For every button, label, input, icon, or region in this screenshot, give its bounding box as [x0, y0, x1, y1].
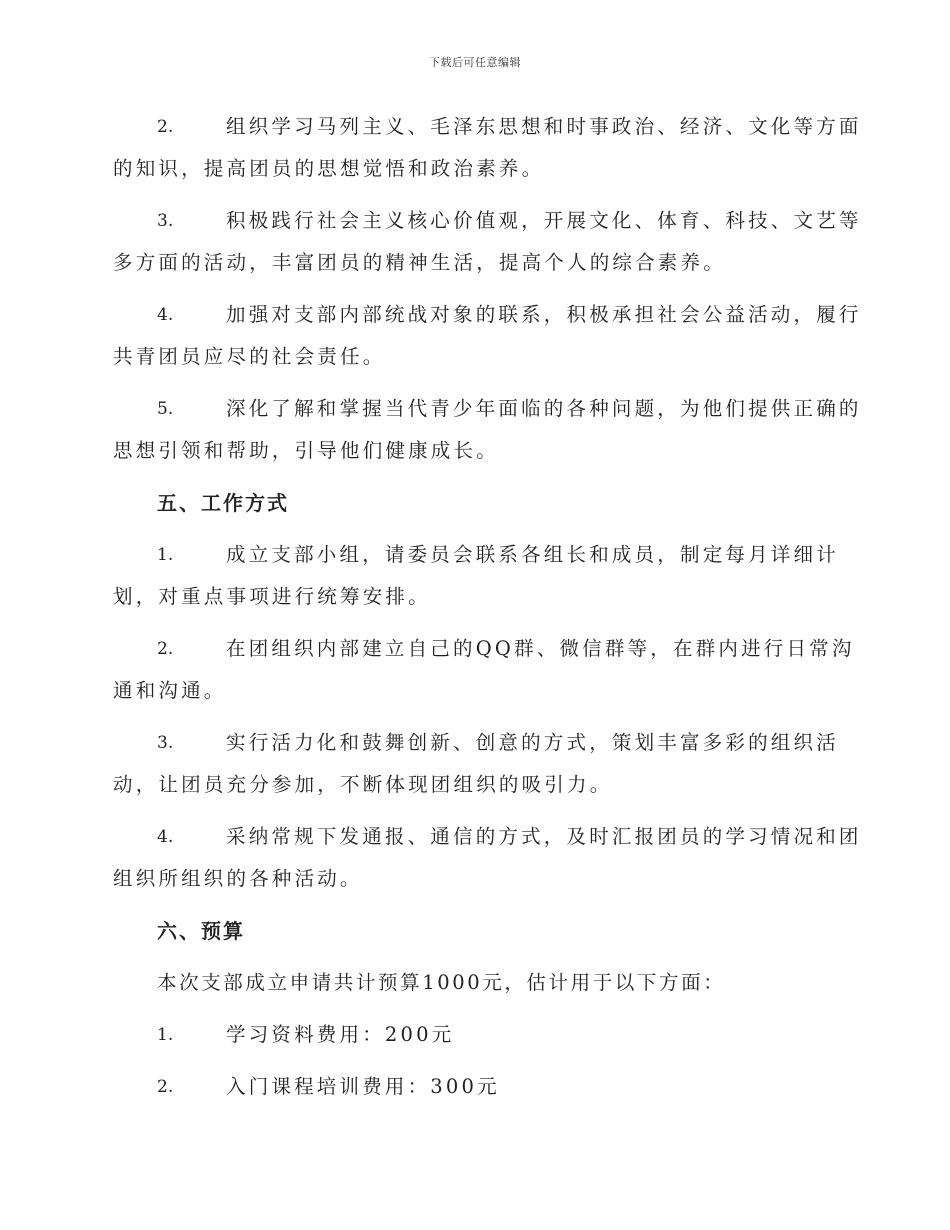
section-heading: 六、预算	[157, 919, 245, 943]
item-number: 2.	[157, 117, 174, 137]
item-text-line2: 通和沟通。	[113, 679, 227, 702]
item-number: 1.	[157, 545, 174, 565]
list-item	[113, 1014, 833, 1056]
section-heading: 五、工作方式	[157, 491, 289, 515]
item-number: 1.	[157, 1025, 174, 1045]
list-item	[113, 388, 862, 472]
item-number: 4.	[157, 305, 174, 325]
item-text-line2: 多方面的活动，丰富团员的精神生活，提高个人的综合素养。	[113, 251, 726, 274]
list-item	[113, 628, 855, 712]
list-item	[113, 722, 839, 806]
item-text-line2: 的知识，提高团员的思想觉悟和政治素养。	[113, 157, 545, 180]
list-item	[113, 106, 862, 190]
item-text-line1: 采纳常规下发通报、通信的方式，及时汇报团员的学习情况和团	[226, 825, 862, 848]
list-item	[113, 534, 839, 618]
list-item	[113, 1066, 833, 1108]
item-text-line1: 入门课程培训费用：300元	[226, 1075, 500, 1098]
item-text-line2: 共青团员应尽的社会责任。	[113, 345, 386, 368]
item-number: 2.	[157, 1077, 174, 1097]
item-number: 3.	[157, 211, 174, 231]
item-text-line1: 组织学习马列主义、毛泽东思想和时事政治、经济、文化等方面	[226, 115, 862, 138]
item-number: 5.	[157, 399, 174, 419]
item-text-line1: 加强对支部内部统战对象的联系，积极承担社会公益活动，履行	[226, 303, 862, 326]
item-text-line2: 划，对重点事项进行统筹安排。	[113, 585, 431, 608]
item-number: 3.	[157, 733, 174, 753]
item-text-line2: 组织所组织的各种活动。	[113, 867, 363, 890]
item-number: 4.	[157, 827, 174, 847]
item-text-line1: 深化了解和掌握当代青少年面临的各种问题，为他们提供正确的	[226, 397, 862, 420]
item-text-line2: 动，让团员充分参加，不断体现团组织的吸引力。	[113, 773, 613, 796]
item-text-line1: 积极践行社会主义核心价值观，开展文化、体育、科技、文艺等	[226, 209, 862, 232]
item-text-line1: 成立支部小组，请委员会联系各组长和成员，制定每月详细计	[226, 543, 839, 566]
list-item	[113, 200, 862, 284]
budget-intro: 本次支部成立申请共计预算1000元，估计用于以下方面：	[157, 971, 726, 994]
list-item	[113, 816, 862, 900]
item-text-line1: 实行活力化和鼓舞创新、创意的方式，策划丰富多彩的组织活	[226, 731, 839, 754]
list-item	[113, 294, 862, 378]
item-text-line2: 思想引领和帮助，引导他们健康成长。	[113, 439, 499, 462]
item-number: 2.	[157, 639, 174, 659]
page-header: 下载后可任意编辑	[429, 56, 521, 69]
item-text-line1: 在团组织内部建立自己的QQ群、微信群等，在群内进行日常沟	[226, 637, 855, 660]
item-text-line1: 学习资料费用：200元	[226, 1023, 455, 1046]
